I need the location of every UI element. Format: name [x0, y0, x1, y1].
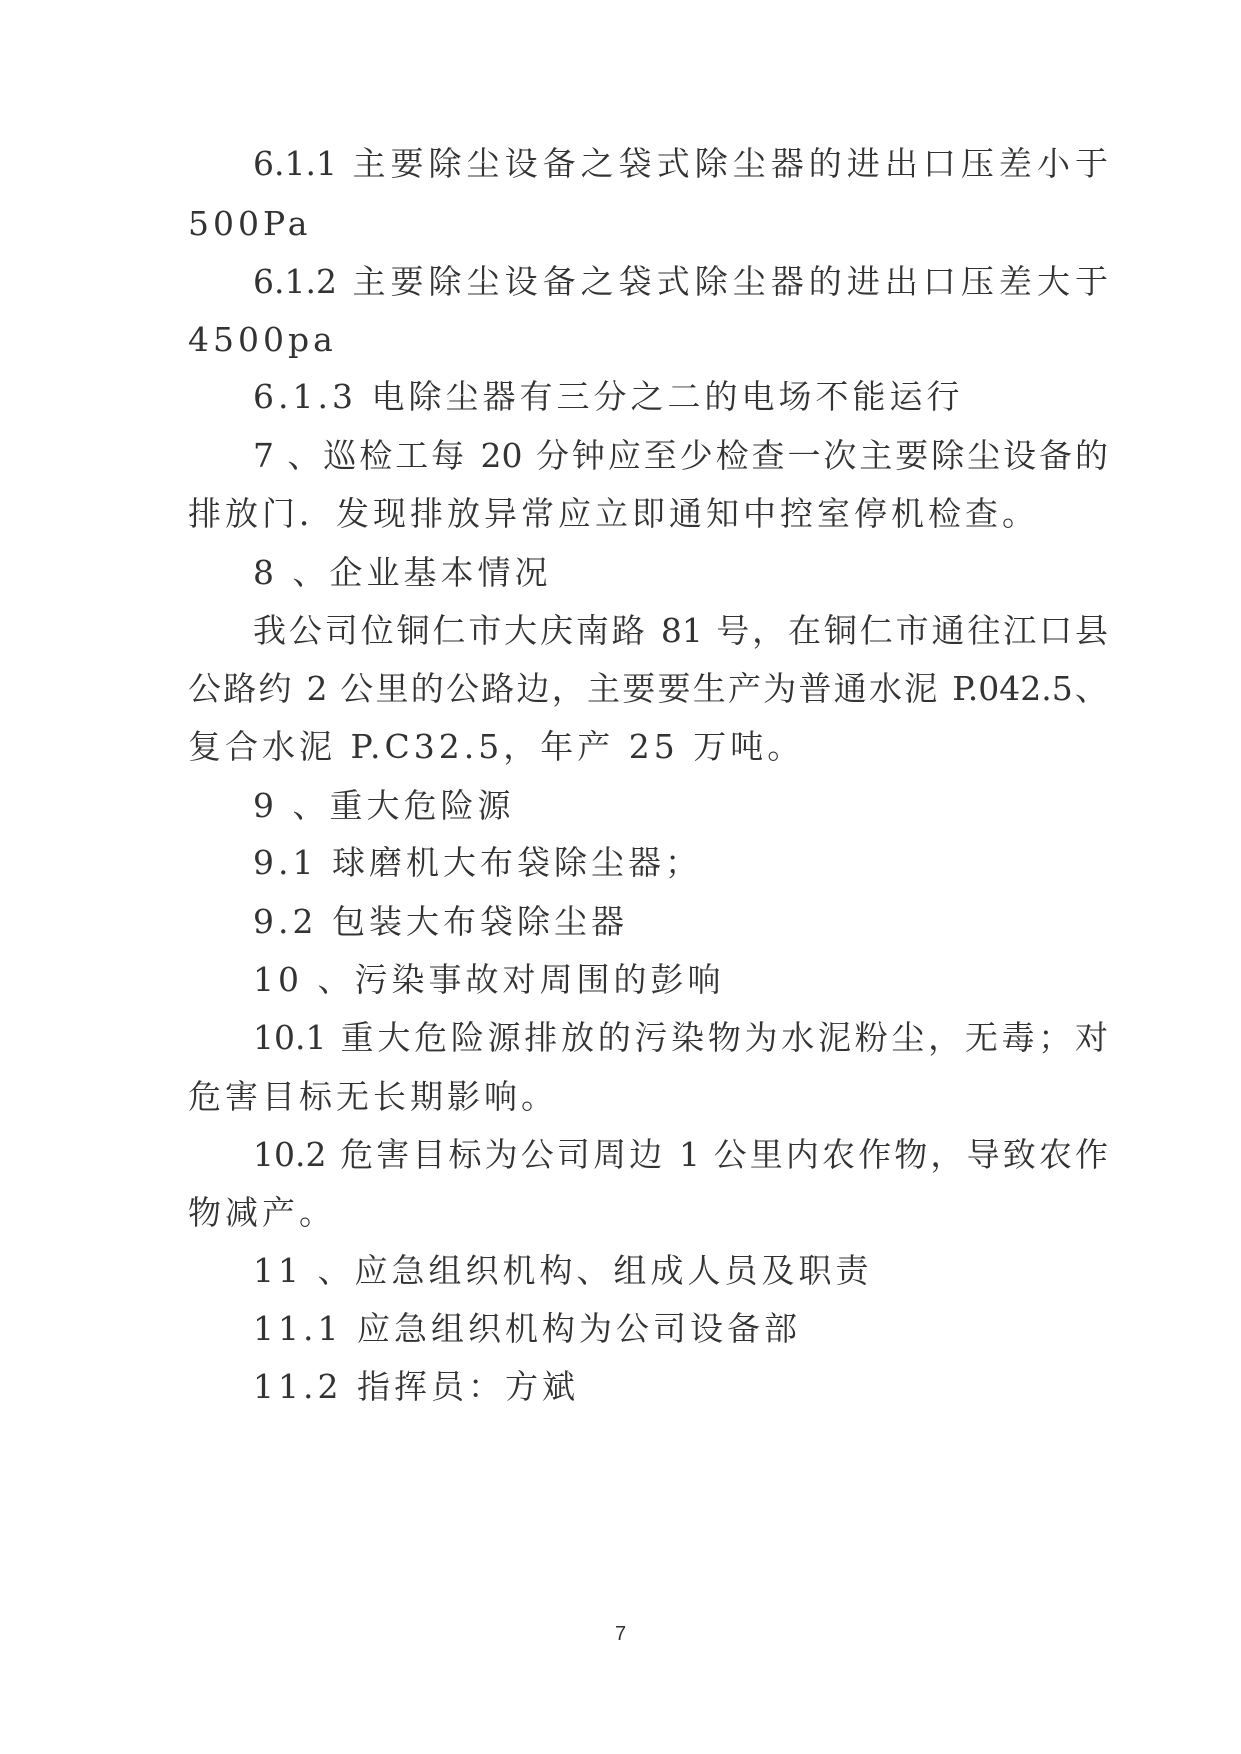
text-line-10-2: 10.2 危害目标为公司周边 1 公里内农作物，导致农作 [253, 1135, 1108, 1174]
text-line-10-2-cont: 物减产。 [188, 1193, 336, 1232]
text-line-6-1-1-cont: 500Pa [188, 204, 312, 243]
section-heading-10: 10 、污染事故对周围的彭响 [253, 960, 725, 999]
text-line-6-1-2: 6.1.2 主要除尘设备之袋式除尘器的进出口压差大于 [253, 262, 1108, 301]
text-line-6-1-1: 6.1.1 主要除尘设备之袋式除尘器的进出口压差小于 [253, 144, 1108, 183]
page-number: 7 [614, 1623, 627, 1645]
text-line-8-body: 我公司位铜仁市大庆南路 81 号，在铜仁市通往江口县 [253, 611, 1108, 650]
text-line-9-2: 9.2 包装大布袋除尘器 [253, 902, 628, 941]
section-heading-8: 8 、企业基本情况 [253, 553, 552, 592]
text-line-8-body-end: 复合水泥 P.C32.5，年产 25 万吨。 [188, 727, 805, 766]
section-heading-9: 9 、重大危险源 [253, 786, 515, 825]
text-line-8-body-cont: 公路约 2 公里的公路边，主要要生产为普通水泥 P.042.5、 [188, 669, 1108, 708]
text-line-10-1-cont: 危害目标无长期影响。 [188, 1077, 558, 1116]
text-line-10-1: 10.1 重大危险源排放的污染物为水泥粉尘，无毒；对 [253, 1018, 1108, 1057]
section-heading-11: 11 、应急组织机构、组成人员及职责 [253, 1251, 873, 1290]
text-line-11-2: 11.2 指挥员：方斌 [253, 1367, 579, 1406]
text-line-6-1-3: 6.1.3 电除尘器有三分之二的电场不能运行 [253, 377, 964, 416]
text-line-9-1: 9.1 球磨机大布袋除尘器； [253, 843, 702, 882]
text-line-7: 7 、巡检工每 20 分钟应至少检查一次主要除尘设备的 [253, 436, 1108, 475]
text-line-6-1-2-cont: 4500pa [188, 320, 337, 359]
text-line-11-1: 11.1 应急组织机构为公司设备部 [253, 1309, 801, 1348]
text-line-7-cont: 排放门．发现排放异常应立即通知中控室停机检查。 [188, 494, 1039, 533]
